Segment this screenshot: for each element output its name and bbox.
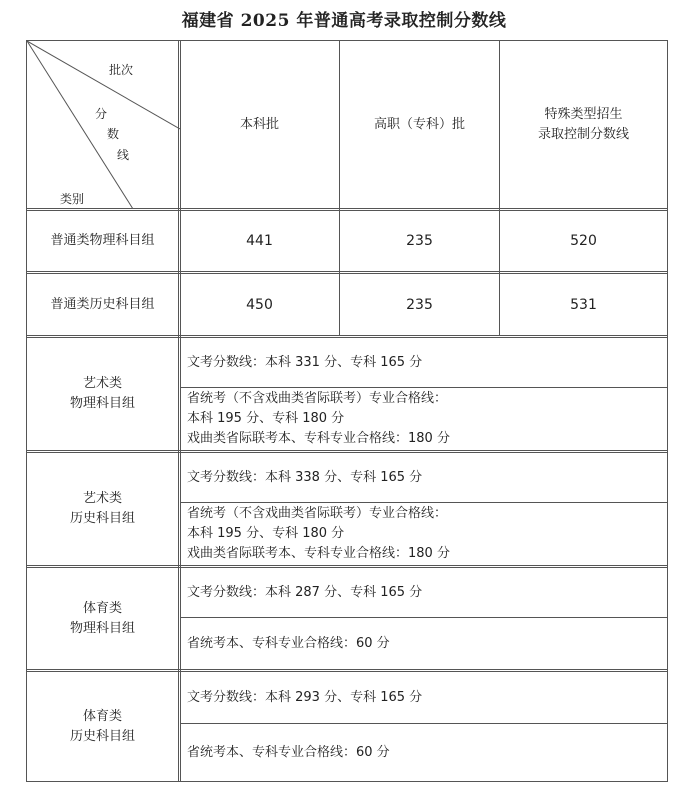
score-history-undergraduate: 450 [246, 296, 273, 313]
column-header-undergraduate: 本科批 [239, 116, 279, 132]
corner-diagonal-lines [27, 41, 180, 209]
row-label-history: 普通类历史科目组 [50, 296, 155, 312]
art-history-professional-score: 省统考（不含戏曲类省际联考）专业合格线： 本科 195 分、专科 180 分 戏曲类省际联考本、专科专业合格线：180 分 [187, 506, 450, 561]
sports-history-culture-score: 文考分数线：本科 293 分、专科 165 分 [187, 689, 423, 705]
row-label-physics: 普通类物理科目组 [50, 233, 155, 248]
corner-label-xian: 线 [117, 148, 130, 162]
score-physics-vocational: 235 [406, 233, 433, 249]
group-label-sports-physics: 体育类 物理科目组 [69, 600, 135, 636]
score-physics-undergraduate: 441 [246, 233, 273, 249]
column-header-special-type: 特殊类型招生 录取控制分数线 [537, 106, 629, 142]
page-title: 福建省 2025 年普通高考录取控制分数线 [181, 11, 507, 31]
column-header-vocational: 高职（专科）批 [373, 116, 465, 132]
corner-label-fen: 分 [95, 107, 108, 121]
art-physics-professional-score: 省统考（不含戏曲类省际联考）专业合格线： 本科 195 分、专科 180 分 戏曲类省际联考本、专科专业合格线：180 分 [187, 391, 450, 446]
group-label-sports-history: 体育类 历史科目组 [69, 708, 135, 744]
score-physics-special: 520 [570, 233, 597, 249]
art-physics-culture-score: 文考分数线：本科 331 分、专科 165 分 [187, 354, 423, 370]
score-table [26, 40, 668, 782]
corner-label-batch: 批次 [109, 63, 134, 77]
corner-label-category: 类别 [60, 192, 85, 206]
sports-physics-culture-score: 文考分数线：本科 287 分、专科 165 分 [187, 584, 423, 600]
sports-history-professional-score: 省统考本、专科专业合格线：60 分 [187, 744, 390, 760]
score-history-vocational: 235 [406, 296, 433, 313]
group-label-art-physics: 艺术类 物理科目组 [69, 376, 135, 411]
art-history-culture-score: 文考分数线：本科 338 分、专科 165 分 [187, 469, 423, 485]
sports-physics-professional-score: 省统考本、专科专业合格线：60 分 [187, 635, 390, 651]
corner-label-shu: 数 [107, 127, 120, 141]
group-label-art-history: 艺术类 历史科目组 [69, 491, 135, 526]
score-history-special: 531 [570, 296, 597, 313]
